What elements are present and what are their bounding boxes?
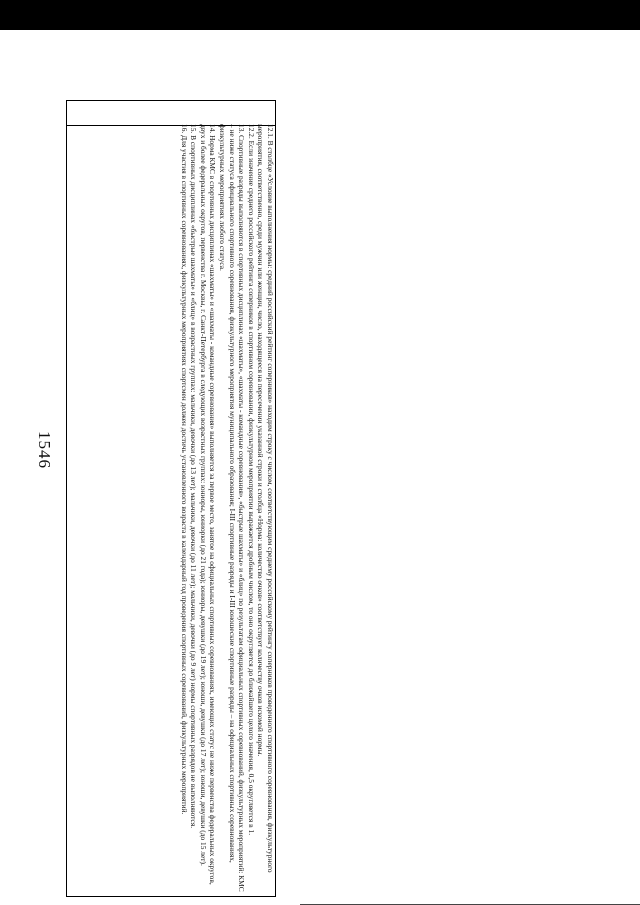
- page-number: 1546: [35, 431, 54, 469]
- notes-cell: [67, 124, 276, 897]
- scanner-top-border: [0, 0, 640, 30]
- note-14: 14. Норма КМС в спортивных дисциплинах «шахматы» и «шахматы - командные соревнования» выполняется за первое место, занятое на официальных спортивных соревнованиях, имеющих статус не ниже первенства федеральных округов, двух и более федеральных округов, первенства г. Москвы, г. Санкт-Петербурга в следующих возрастных группах: юниоры, юниорки (до 21 года); юниоры, девушки (до 19 лет); юноши, девушки (до 17 лет); юноши, девушки (до 15 лет).: [198, 124, 218, 885]
- note-12-1: 12.1. В столбце «Условие выполнения нормы: средний российский рейтинг соперников» находим строку с числом, соответствующим среднему российскому рейтингу соперников проведенного спортивного соревнования, физкультурного мероприятия, соответственно, среди мужчин или женщин, число, находящееся на пересечении указанной строки и столбца «Норма: количество очков» соответствует количеству очков искомой нормы.: [256, 124, 275, 873]
- note-12-2: 12.2. Если значение среднего российского рейтинга соперников в спортивном соревновании, физкультурном мероприятии выражается дробным числом, то оно округляется до ближайшего целого значения, 0,5 округляется в 1.: [246, 124, 256, 836]
- note-13: 13. Спортивные разряды выполняются в спортивных дисциплинах «шахматы», «шахматы - командные соревнования», «быстрые шахматы» и «блиц» по результатам официальных спортивных соревнований, физкультурных мероприятий: КМС – не ниже статуса официального спортивного соревнования, физкультурного мероприятия муниципального образования; I-III спортивные разряды и I-III юношеские спортивные разряды – на официальных спортивных соревнованиях, физкультурных мероприятиях любого статуса.: [218, 124, 247, 892]
- note-16: 16. Для участия в спортивных соревнованиях, физкультурных мероприятиях спортсмен должен достичь установленного возраста в календарный год проведения спортивных соревнований, физкультурных мероприятий.: [179, 124, 189, 815]
- note-15: 15. В спортивных дисциплинах «быстрые шахматы» и «блиц» в возрастных группах: мальчики, девочки (до 13 лет); мальчики, девочки (до 11 лет); мальчики, девочки (до 9 лет) нормы спортивных разрядов не выполняются.: [189, 124, 199, 829]
